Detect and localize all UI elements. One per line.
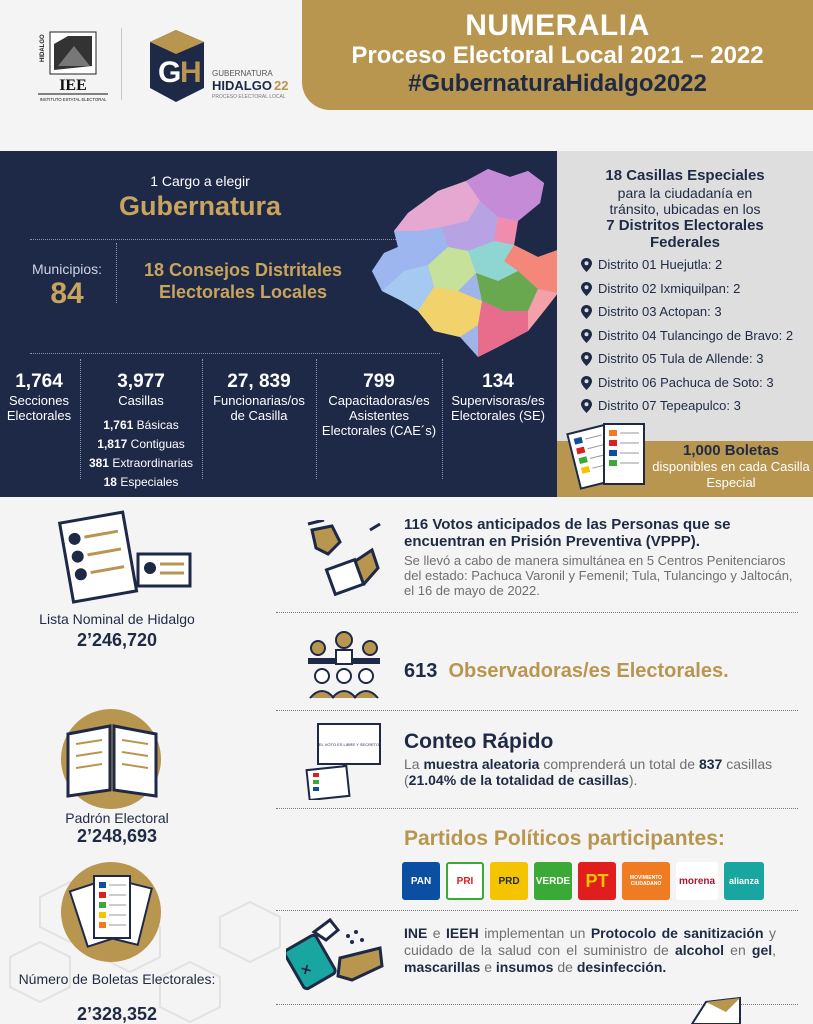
especiales-title: 18 Casillas Especiales <box>605 167 765 184</box>
municipios-value: 84 <box>50 277 84 310</box>
stat-label: Funcionarias/os de Casilla <box>213 393 305 423</box>
conteo-rapido-icon <box>304 720 384 800</box>
boletas-especiales-number: 1,000 Boletas <box>683 442 779 459</box>
location-pin-icon <box>581 305 592 319</box>
cargo-value: Gubernatura <box>118 191 282 221</box>
breakdown-label: Contiguas <box>130 437 185 451</box>
breakdown-basicas <box>84 416 198 435</box>
boletas-value: 2’328,352 <box>76 1004 158 1024</box>
padron-value: 2’248,693 <box>76 826 158 846</box>
party-verde-logo: VERDE <box>534 862 572 900</box>
stat-funcionarios <box>206 371 312 423</box>
conteo-text: comprenderá un total de <box>543 756 696 772</box>
dotted-divider <box>276 612 798 613</box>
page-subtitle: Proceso Electoral Local 2021 – 2022 <box>351 42 764 69</box>
boletas-especiales-text <box>650 443 812 491</box>
dotted-divider-vertical <box>80 359 81 479</box>
party-pri-logo: PRI <box>446 862 484 900</box>
stat-casillas <box>84 371 198 492</box>
dotted-divider-vertical <box>116 243 117 303</box>
dotted-divider-vertical <box>316 359 317 479</box>
san-text: e <box>484 959 492 975</box>
conteo-text: casillas ( <box>404 756 773 788</box>
consejos-distritales: 18 Consejos Distritales Electorales Locales <box>143 260 343 302</box>
district-item <box>581 281 740 296</box>
dotted-divider <box>276 808 798 809</box>
breakdown-label: Especiales <box>120 475 179 489</box>
padron-label: Padrón Electoral <box>65 810 169 826</box>
gh-line3: PROCESO ELECTORAL LOCAL <box>212 94 286 100</box>
party-mc-logo: MOVIMIENTO CIUDADANO <box>622 862 670 900</box>
lista-nominal-value: 2’246,720 <box>76 630 158 650</box>
sanitizer-icon <box>286 914 386 994</box>
breakdown-number: 18 <box>103 475 117 489</box>
page-title: NUMERALIA <box>465 9 650 42</box>
stat-number: 799 <box>363 371 395 392</box>
conteo-text: La <box>404 756 420 772</box>
gh-line2: HIDALGO <box>212 78 272 93</box>
ballot-corner-icon <box>686 996 746 1024</box>
san-bold: gel <box>751 942 773 958</box>
observers-group-icon <box>304 628 384 700</box>
lista-nominal-label: Lista Nominal de Hidalgo <box>39 611 195 627</box>
observadores-text <box>404 660 729 683</box>
location-pin-icon <box>581 376 592 390</box>
stat-supervisores <box>444 371 552 423</box>
iee-state-text: HIDALGO <box>40 34 46 62</box>
iee-acronym-text: IEE <box>59 77 87 94</box>
stat-cae <box>318 371 440 438</box>
conteo-bold: 21.04% de la totalidad de casillas <box>408 772 629 788</box>
conteo-bold: 837 <box>698 756 723 772</box>
party-alianza-logo: alianza <box>724 862 764 900</box>
party-prd-logo: PRD <box>490 862 528 900</box>
dotted-divider <box>276 710 798 711</box>
district-item <box>581 351 764 366</box>
sanitizacion-text <box>404 925 776 976</box>
especiales-federal: 7 Distritos Electorales Federales <box>606 217 764 251</box>
logo-divider <box>121 28 122 100</box>
breakdown-number: 381 <box>88 456 109 470</box>
san-bold: desinfección. <box>576 959 667 975</box>
san-bold: mascarillas <box>404 959 481 975</box>
breakdown-number: 1,817 <box>97 437 128 451</box>
svg-text:H: H <box>180 56 202 89</box>
stat-label: Capacitadoras/es Asistentes Electorales (CAE´s) <box>321 393 437 438</box>
stat-label: Secciones Electorales <box>6 393 72 423</box>
conteo-text: ). <box>628 772 638 788</box>
ballots-fan-icon <box>58 864 166 964</box>
conteo-sign-text: EL VOTO ES LIBRE Y SECRETO <box>318 742 380 747</box>
breakdown-number: 1,761 <box>103 418 134 432</box>
book-icon <box>60 706 164 806</box>
conteo-body <box>404 756 794 788</box>
stat-number: 1,764 <box>15 371 63 392</box>
svg-text:G: G <box>158 56 182 89</box>
title-banner <box>302 0 813 110</box>
location-pin-icon <box>581 399 592 413</box>
san-text: de <box>557 959 573 975</box>
breakdown-especiales <box>84 473 198 492</box>
dotted-divider <box>276 910 798 911</box>
stat-label: Supervisoras/es Electorales (SE) <box>451 393 545 423</box>
location-pin-icon <box>581 329 592 343</box>
location-pin-icon <box>581 282 592 296</box>
dotted-divider-vertical <box>202 359 203 479</box>
party-logos <box>402 860 802 902</box>
vote-hands-icon <box>302 520 384 600</box>
summary-panel <box>0 151 557 497</box>
san-text: , <box>772 942 777 958</box>
location-pin-icon <box>581 258 592 272</box>
stat-number: 27, 839 <box>227 371 291 392</box>
district-item <box>581 398 741 413</box>
vppp-body: Se llevó a cabo de manera simultánea en 5 Centros Penitenciaros del estado: Pachuca Varonil y Femenil; Tula, Tulancingo y Jaltocán, el 16 de mayo de 2022. <box>404 553 793 598</box>
breakdown-contiguas <box>84 435 198 454</box>
san-text: en <box>730 942 746 958</box>
party-morena-logo: morena <box>676 862 718 900</box>
page-hashtag: #GubernaturaHidalgo2022 <box>408 70 707 97</box>
iee-full-text: INSTITUTO ESTATAL ELECTORAL <box>39 97 107 102</box>
cargo-label: 1 Cargo a elegir <box>150 173 250 189</box>
ballots-icon <box>566 418 648 496</box>
breakdown-label: Básicas <box>136 418 179 432</box>
observadores-number: 613 <box>404 660 438 682</box>
observadores-label: Observadoras/es Electorales. <box>448 660 729 682</box>
party-pan-logo: PAN <box>402 862 440 900</box>
district-item <box>581 375 774 390</box>
gh-line1: GUBERNATURA <box>212 69 273 78</box>
district-item <box>581 328 793 343</box>
dotted-divider-vertical <box>442 359 443 479</box>
san-text: y cuidado de la salud con el suministro de <box>404 925 776 958</box>
party-pt-logo: PT <box>578 862 616 900</box>
stat-label: Casillas <box>118 393 164 408</box>
dotted-divider <box>30 353 440 354</box>
gubernatura-hidalgo-logo <box>146 28 306 108</box>
breakdown-label: Extraordinarias <box>112 456 194 470</box>
san-bold: IEEH <box>446 925 479 941</box>
stat-number: 134 <box>482 371 514 392</box>
san-bold: insumos <box>495 959 554 975</box>
stat-secciones <box>4 371 74 423</box>
district-item <box>581 304 722 319</box>
san-text: implementan un <box>484 925 586 941</box>
municipios-label: Municipios: <box>31 261 103 277</box>
san-bold: INE <box>404 925 428 941</box>
district-label: Distrito 07 Tepeapulco: 3 <box>598 398 741 413</box>
lista-nominal-icon <box>54 506 194 606</box>
partidos-title: Partidos Políticos participantes: <box>404 827 725 850</box>
svg-text:×: × <box>298 960 315 980</box>
breakdown-extraordinarias <box>84 454 198 473</box>
district-label: Distrito 04 Tulancingo de Bravo: 2 <box>598 328 794 343</box>
especiales-desc: para la ciudadanía en tránsito, ubicadas en los <box>609 185 761 217</box>
district-label: Distrito 06 Pachuca de Soto: 3 <box>598 375 774 390</box>
conteo-bold: muestra aleatoria <box>423 756 540 772</box>
header <box>0 0 813 150</box>
location-pin-icon <box>581 352 592 366</box>
iee-logo <box>34 26 112 106</box>
conteo-title: Conteo Rápido <box>404 730 554 753</box>
district-label: Distrito 01 Huejutla: 2 <box>598 257 723 272</box>
boletas-especiales-desc: disponibles en cada Casilla Especial <box>652 459 810 490</box>
san-bold: Protocolo de sanitización <box>590 925 764 941</box>
hidalgo-map-icon <box>368 161 578 361</box>
gh-year: 22 <box>274 78 289 93</box>
district-item <box>581 257 722 272</box>
san-text: e <box>432 925 441 941</box>
casillas-breakdown <box>84 416 198 492</box>
district-label: Distrito 05 Tula de Allende: 3 <box>598 351 764 366</box>
vppp-title: 116 Votos anticipados de las Personas que se encuentran en Prisión Preventiva (VPPP). <box>404 516 731 550</box>
district-label: Distrito 03 Actopan: 3 <box>598 304 722 319</box>
boletas-label: Número de Boletas Electorales: <box>18 971 216 987</box>
district-label: Distrito 02 Ixmiquilpan: 2 <box>598 281 741 296</box>
stat-number: 3,977 <box>117 371 165 392</box>
san-bold: alcohol <box>675 942 725 958</box>
